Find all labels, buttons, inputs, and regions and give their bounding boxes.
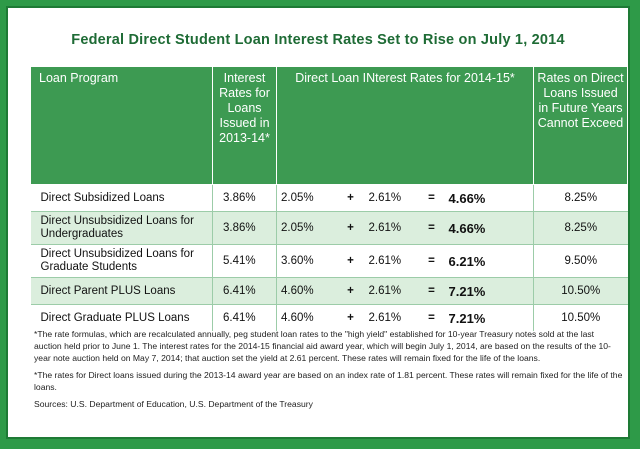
total-rate-2014-15: 4.66% — [445, 185, 534, 212]
footnote-formula: *The rate formulas, which are recalculated annually, peg student loan rates to the "high yield" established for 10-year Treasury notes sold at the last auction held prior to June 1. The interest rates for the 2014-15 financial aid award year, which will begin July 1, 2014, are based on the results of the 10-year note auction held on May 7, 2014; that auction set the yield at 2.61 percent. These rates will remain fixed for the life of the loans. — [34, 329, 611, 363]
plus-sign: + — [337, 278, 365, 305]
equals-sign: = — [419, 212, 445, 245]
header-rates-2014-15: Direct Loan INterest Rates for 2014-15* — [277, 67, 534, 185]
total-rate-2014-15: 4.66% — [445, 212, 534, 245]
table-row — [31, 212, 628, 245]
rate-cap: 10.50% — [534, 305, 628, 332]
footnotes — [34, 328, 624, 415]
equals-sign: = — [419, 278, 445, 305]
rate-cap: 8.25% — [534, 212, 628, 245]
rate-2013-14: 3.86% — [213, 212, 277, 245]
base-rate: 3.60% — [277, 245, 337, 278]
rate-cap: 9.50% — [534, 245, 628, 278]
loan-program: Direct Unsubsidized Loans for Undergraduates — [31, 212, 213, 245]
plus-sign: + — [337, 185, 365, 212]
total-rate-2014-15: 7.21% — [445, 305, 534, 332]
loan-program: Direct Subsidized Loans — [31, 185, 213, 212]
total-rate-2014-15: 7.21% — [445, 278, 534, 305]
equals-sign: = — [419, 185, 445, 212]
add-on-rate: 2.61% — [365, 245, 419, 278]
chart-frame — [6, 6, 630, 439]
loan-program: Direct Graduate PLUS Loans — [31, 305, 213, 332]
plus-sign: + — [337, 245, 365, 278]
add-on-rate: 2.61% — [365, 278, 419, 305]
header-rates-2013-14: Interest Rates for Loans Issued in 2013-14* — [213, 67, 277, 185]
plus-sign: + — [337, 212, 365, 245]
base-rate: 2.05% — [277, 212, 337, 245]
add-on-rate: 2.61% — [365, 212, 419, 245]
sources-line: Sources: U.S. Department of Education, U.S. Department of the Treasury — [34, 399, 313, 409]
total-rate-2014-15: 6.21% — [445, 245, 534, 278]
add-on-rate: 2.61% — [365, 305, 419, 332]
equals-sign: = — [419, 305, 445, 332]
page-title: Federal Direct Student Loan Interest Rates Set to Rise on July 1, 2014 — [71, 32, 565, 48]
rate-2013-14: 3.86% — [213, 185, 277, 212]
rate-cap: 10.50% — [534, 278, 628, 305]
header-future-cap: Rates on Direct Loans Issued in Future Years Cannot Exceed — [534, 67, 628, 185]
table-row — [31, 245, 628, 278]
rate-2013-14: 5.41% — [213, 245, 277, 278]
base-rate: 4.60% — [277, 278, 337, 305]
rate-2013-14: 6.41% — [213, 305, 277, 332]
base-rate: 4.60% — [277, 305, 337, 332]
header-loan-program: Loan Program — [31, 67, 213, 185]
footnote-2013-rates: *The rates for Direct loans issued during the 2013-14 award year are based on an index rate of 1.81 percent. These rates will remain fixed for the life of the loans. — [34, 370, 623, 392]
plus-sign: + — [337, 305, 365, 332]
rate-cap: 8.25% — [534, 185, 628, 212]
rate-2013-14: 6.41% — [213, 278, 277, 305]
loan-program: Direct Parent PLUS Loans — [31, 278, 213, 305]
loan-program: Direct Unsubsidized Loans for Graduate Students — [31, 245, 213, 278]
add-on-rate: 2.61% — [365, 185, 419, 212]
base-rate: 2.05% — [277, 185, 337, 212]
rates-table — [30, 66, 628, 331]
table-row — [31, 185, 628, 212]
equals-sign: = — [419, 245, 445, 278]
table-row — [31, 278, 628, 305]
